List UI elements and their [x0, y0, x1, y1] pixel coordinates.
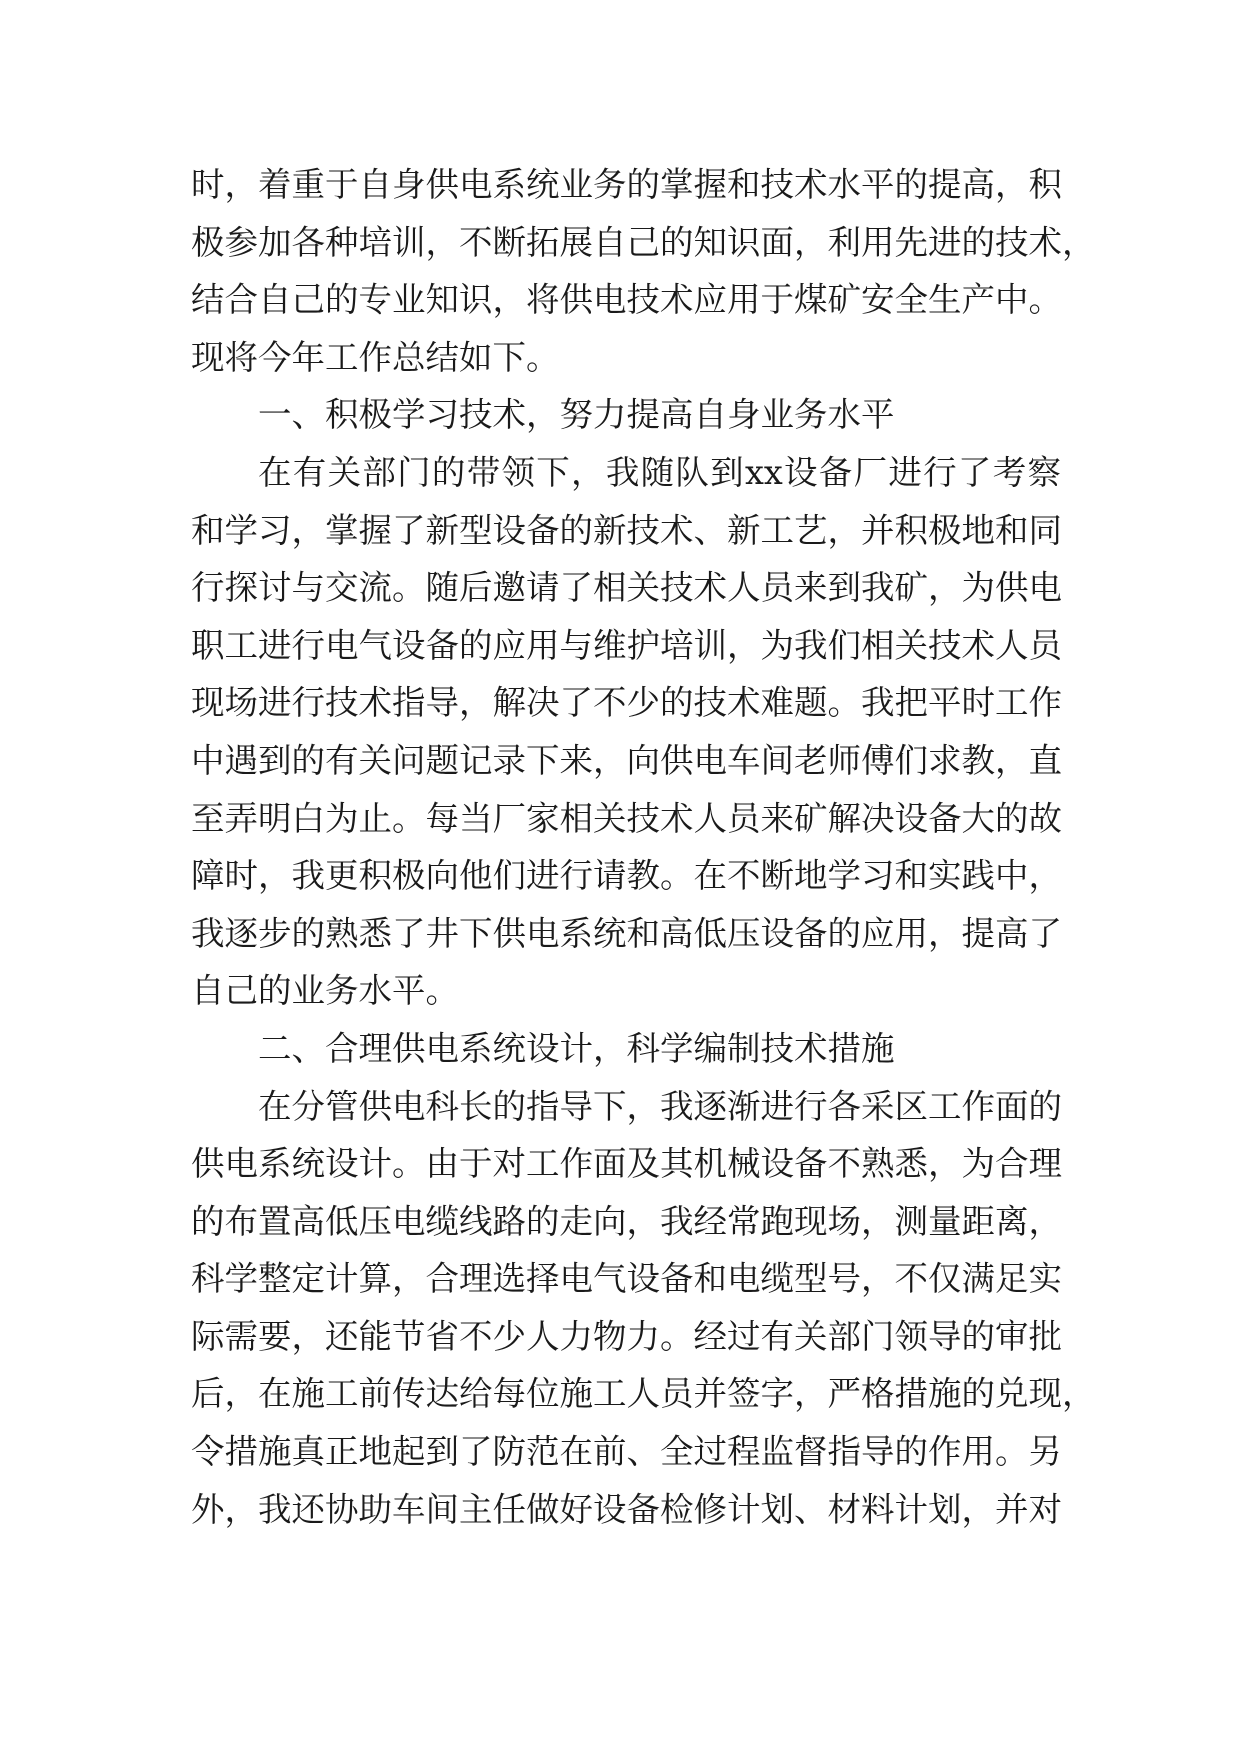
text-line: 极参加各种培训，不断拓展自己的知识面，利用先进的技术， — [191, 222, 1096, 262]
text-line: 后，在施工前传达给每位施工人员并签字，严格措施的兑现， — [191, 1374, 1096, 1414]
text-line: 现将今年工作总结如下。 — [191, 337, 560, 377]
text-line: 外，我还协助车间主任做好设备检修计划、材料计划，并对 — [191, 1489, 1062, 1529]
text-line: 时，着重于自身供电系统业务的掌握和技术水平的提高，积 — [191, 165, 1062, 204]
section-heading: 一、积极学习技术，努力提高自身业务水平 — [258, 395, 895, 435]
text-line: 结合自己的专业知识，将供电技术应用于煤矿安全生产中。 — [191, 280, 1062, 320]
text-line: 职工进行电气设备的应用与维护培训，为我们相关技术人员 — [191, 625, 1062, 665]
text-line: 和学习，掌握了新型设备的新技术、新工艺，并积极地和同 — [191, 510, 1062, 550]
text-line: 现场进行技术指导，解决了不少的技术难题。我把平时工作 — [191, 683, 1062, 723]
text-line: 在分管供电科长的指导下，我逐渐进行各采区工作面的 — [258, 1086, 1062, 1126]
text-line: 行探讨与交流。随后邀请了相关技术人员来到我矿，为供电 — [191, 568, 1062, 608]
section-heading: 二、合理供电系统设计，科学编制技术措施 — [258, 1028, 895, 1068]
text-line: 中遇到的有关问题记录下来，向供电车间老师傅们求教，直 — [191, 740, 1062, 780]
text-line: 在有关部门的带领下，我随队到xx设备厂进行了考察 — [258, 452, 1061, 492]
text-line: 际需要，还能节省不少人力物力。经过有关部门领导的审批 — [191, 1316, 1062, 1356]
text-line: 我逐步的熟悉了井下供电系统和高低压设备的应用，提高了 — [191, 913, 1062, 953]
text-line: 令措施真正地起到了防范在前、全过程监督指导的作用。另 — [191, 1432, 1062, 1472]
text-line: 至弄明白为止。每当厂家相关技术人员来矿解决设备大的故 — [191, 798, 1062, 838]
text-line: 自己的业务水平。 — [191, 971, 459, 1011]
text-line: 的布置高低压电缆线路的走向，我经常跑现场，测量距离， — [191, 1201, 1062, 1241]
text-line: 障时，我更积极向他们进行请教。在不断地学习和实践中， — [191, 856, 1062, 896]
document-body — [191, 156, 1096, 1538]
text-line: 科学整定计算，合理选择电气设备和电缆型号，不仅满足实 — [191, 1259, 1062, 1299]
text-line: 供电系统设计。由于对工作面及其机械设备不熟悉，为合理 — [191, 1144, 1062, 1184]
